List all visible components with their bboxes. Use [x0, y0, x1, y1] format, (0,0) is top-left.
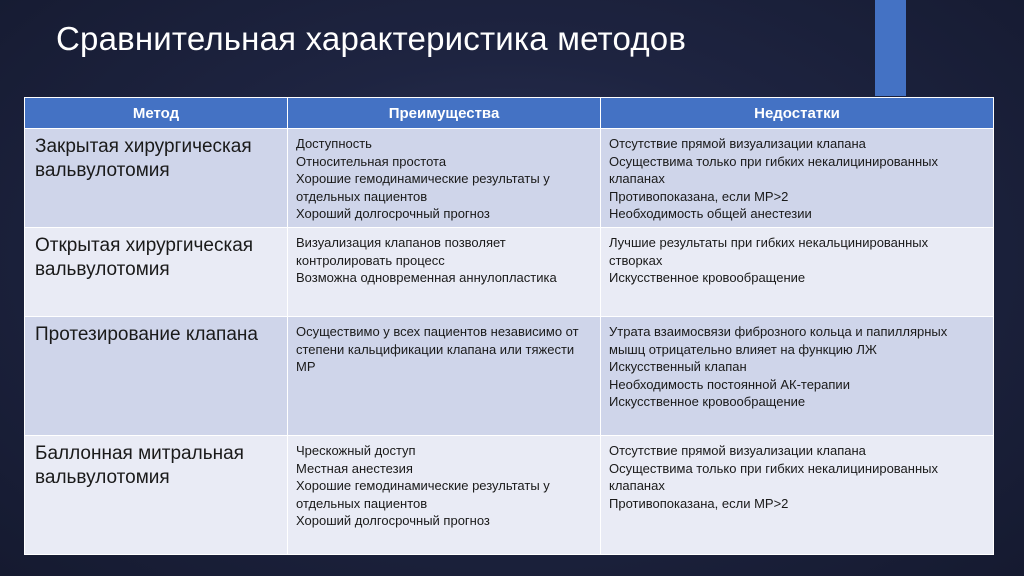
method-cell: Открытая хирургическая вальвулотомия — [25, 228, 288, 317]
header-advantages: Преимущества — [288, 98, 601, 129]
disadvantages-cell — [601, 317, 994, 436]
list-item: Хорошие гемодинамические результаты у отдельных пациентов — [296, 171, 550, 204]
list-item: Хороший долгосрочный прогноз — [296, 206, 490, 222]
list-item: Искусственный клапан — [609, 359, 747, 375]
table-row — [25, 228, 994, 317]
list-item: Искусственное кровообращение — [609, 270, 806, 286]
list-item: Хороший долгосрочный прогноз — [296, 513, 490, 529]
list-item: Отсутствие прямой визуализации клапана — [609, 443, 866, 458]
list-item: Чрескожный доступ — [296, 443, 416, 458]
method-cell: Баллонная митральная вальвулотомия — [25, 436, 288, 555]
table-header-row — [25, 98, 994, 129]
header-method: Метод — [25, 98, 288, 129]
list-item: Лучшие результаты при гибких некальцинированных створках — [609, 235, 929, 268]
list-item: Визуализация клапанов позволяет контролировать процесс — [296, 235, 506, 268]
list-item: Утрата взаимосвязи фиброзного кольца и папиллярных мышц отрицательно влияет на функцию ЛЖ — [609, 324, 948, 357]
list-item: Осуществима только при гибких некалицинированных клапанах — [609, 153, 938, 187]
list-item: Местная анестезия — [296, 460, 413, 476]
list-item: Осуществимо у всех пациентов независимо от степени кальцификации клапана или тяжести МР — [296, 324, 579, 375]
list-item: Хорошие гемодинамические результаты у отдельных пациентов — [296, 478, 550, 511]
slide-title: Сравнительная характеристика методов — [56, 20, 687, 57]
list-item: Необходимость постоянной АК-терапии — [609, 376, 850, 392]
method-cell: Протезирование клапана — [25, 317, 288, 436]
list-item: Необходимость общей анестезии — [609, 206, 812, 222]
list-item: Противопоказана, если МР>2 — [609, 495, 789, 511]
advantages-cell — [288, 228, 601, 317]
advantages-cell — [288, 436, 601, 555]
advantages-cell — [288, 129, 601, 228]
list-item: Искусственное кровообращение — [609, 394, 806, 410]
list-item: Возможна одновременная аннулопластика — [296, 270, 557, 286]
table-row — [25, 317, 994, 436]
advantages-cell — [288, 317, 601, 436]
header-disadvantages: Недостатки — [601, 98, 994, 129]
list-item: Доступность — [296, 136, 372, 151]
method-cell: Закрытая хирургическая вальвулотомия — [25, 129, 288, 228]
disadvantages-cell — [601, 436, 994, 555]
accent-bar — [875, 0, 906, 96]
list-item: Относительная простота — [296, 153, 447, 169]
list-item: Противопоказана, если МР>2 — [609, 188, 789, 204]
list-item: Осуществима только при гибких некалицинированных клапанах — [609, 460, 938, 494]
disadvantages-cell — [601, 129, 994, 228]
table-row — [25, 129, 994, 228]
comparison-table-container — [24, 97, 993, 555]
disadvantages-cell — [601, 228, 994, 317]
comparison-table — [24, 97, 994, 555]
list-item: Отсутствие прямой визуализации клапана — [609, 136, 866, 151]
table-row — [25, 436, 994, 555]
